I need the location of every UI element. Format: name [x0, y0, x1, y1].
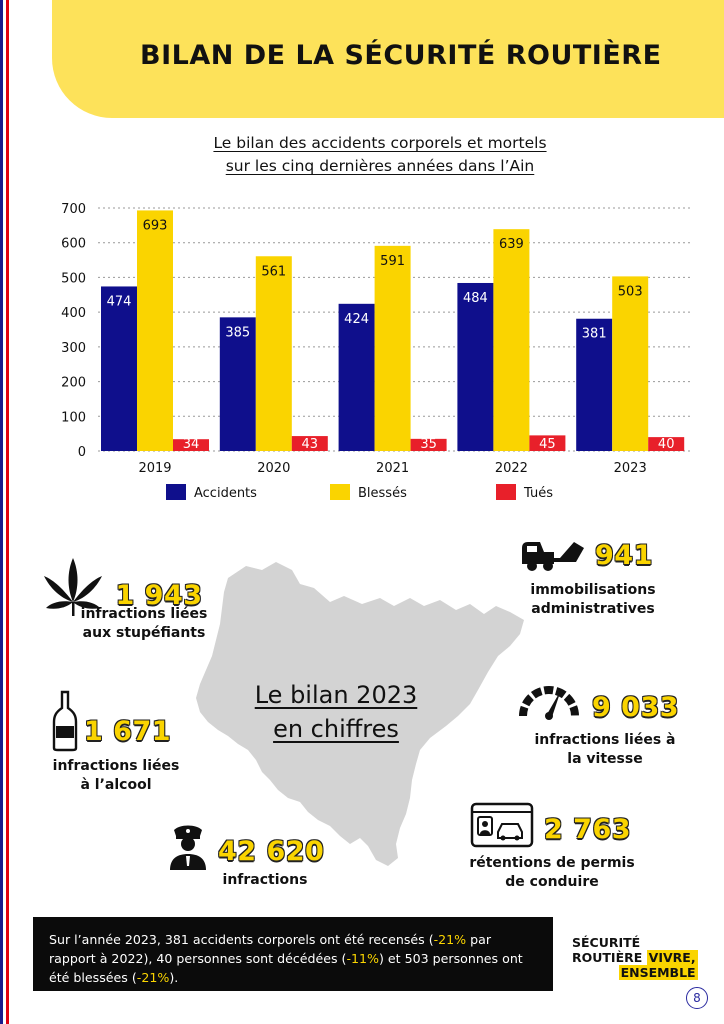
brand-line1: SÉCURITÉ [572, 935, 641, 950]
summary-text-1: Sur l’année 2023, 381 accidents corporels ont été recensés ( [49, 932, 434, 947]
driving-licence-icon [470, 802, 534, 848]
legend-label: Tués [524, 486, 553, 501]
data-label: 385 [225, 325, 251, 341]
data-label: 424 [344, 311, 370, 327]
page-title: BILAN DE LA SÉCURITÉ ROUTIÈRE [140, 40, 662, 71]
bottle-icon [52, 690, 78, 752]
map-title-line2: en chiffres [273, 715, 399, 743]
stat-vitesse [530, 731, 680, 769]
stat-alcool-label2: à l’alcool [80, 777, 152, 793]
data-label: 45 [539, 437, 556, 452]
stat-alcool [46, 757, 186, 795]
x-tick-label: 2020 [257, 461, 291, 476]
x-tick-label: 2021 [376, 461, 410, 476]
speedometer-icon [517, 680, 581, 720]
y-tick-label: 700 [61, 202, 86, 217]
stat-vitesse-label2: la vitesse [567, 751, 643, 767]
stat-immobilisations-label2: administratives [531, 601, 655, 617]
police-officer-icon [166, 822, 210, 872]
x-tick-label: 2023 [613, 461, 647, 476]
y-tick-label: 0 [77, 445, 86, 460]
legend-label: Accidents [194, 486, 257, 501]
legend-label: Blessés [358, 486, 407, 501]
stat-stupefiants [76, 580, 212, 643]
chart-title-line2: sur les cinq dernières années dans l’Ain [225, 157, 535, 175]
stat-infractions-label: infractions [222, 872, 308, 888]
stat-immobilisations-value: 941 [595, 540, 653, 571]
y-tick-label: 400 [61, 306, 86, 322]
data-label: 35 [420, 437, 437, 452]
data-label: 43 [301, 437, 319, 452]
stat-stupefiants-label2: aux stupéfiants [82, 625, 206, 641]
x-tick-label: 2019 [138, 461, 172, 476]
stat-vitesse-value: 9 033 [592, 692, 680, 723]
data-label: 484 [462, 290, 488, 306]
summary-text-4: ). [169, 970, 179, 985]
data-label: 639 [498, 237, 524, 253]
page-number: 8 [686, 987, 708, 1009]
stat-alcool-label1: infractions liées [52, 758, 180, 774]
summary-highlight-1: -21% [433, 932, 467, 947]
data-label: 40 [657, 437, 675, 452]
summary-highlight-2: -11% [346, 951, 380, 966]
tow-truck-icon [520, 538, 586, 572]
stat-stupefiants-label1: infractions liées [80, 606, 208, 622]
stat-infractions-value: 42 620 [218, 836, 325, 867]
summary-box [33, 917, 553, 991]
y-tick-label: 100 [61, 410, 86, 426]
chart-title-line1: Le bilan des accidents corporels et mortels [213, 134, 547, 152]
stat-immobilisations [520, 581, 666, 619]
stat-permis-value: 2 763 [544, 814, 632, 845]
brand-line2a: ROUTIÈRE [572, 950, 643, 965]
x-tick-label: 2022 [494, 461, 528, 476]
stat-permis [464, 854, 640, 892]
summary-text-2: par rapport à 2022), 40 personnes sont décédées ( [49, 932, 492, 966]
map-title [226, 678, 446, 746]
brand-line3: ENSEMBLE [620, 965, 696, 980]
stat-vitesse-label1: infractions liées à [534, 732, 676, 748]
stat-alcool-value: 1 671 [84, 716, 172, 747]
data-label: 381 [581, 326, 607, 342]
data-label: 34 [182, 437, 200, 452]
data-label: 591 [380, 253, 406, 269]
y-tick-label: 500 [61, 271, 86, 287]
stat-permis-label2: de conduire [505, 874, 599, 890]
y-tick-label: 600 [61, 236, 86, 252]
data-label: 474 [106, 294, 132, 310]
summary-text-3: ) et 503 personnes ont été blessées ( [49, 951, 523, 985]
brand-logo [572, 935, 698, 980]
stat-stupefiants-value: 1 943 [115, 580, 203, 611]
y-tick-label: 200 [61, 375, 86, 391]
map-title-line1: Le bilan 2023 [254, 681, 418, 709]
stat-immobilisations-label1: immobilisations [530, 582, 656, 598]
data-label: 503 [617, 284, 643, 300]
brand-line2b: VIVRE, [648, 950, 696, 965]
data-label: 693 [142, 218, 168, 234]
summary-highlight-3: -21% [136, 970, 170, 985]
data-label: 561 [261, 264, 287, 280]
y-tick-label: 300 [61, 340, 86, 356]
stat-permis-label1: rétentions de permis [469, 855, 635, 871]
